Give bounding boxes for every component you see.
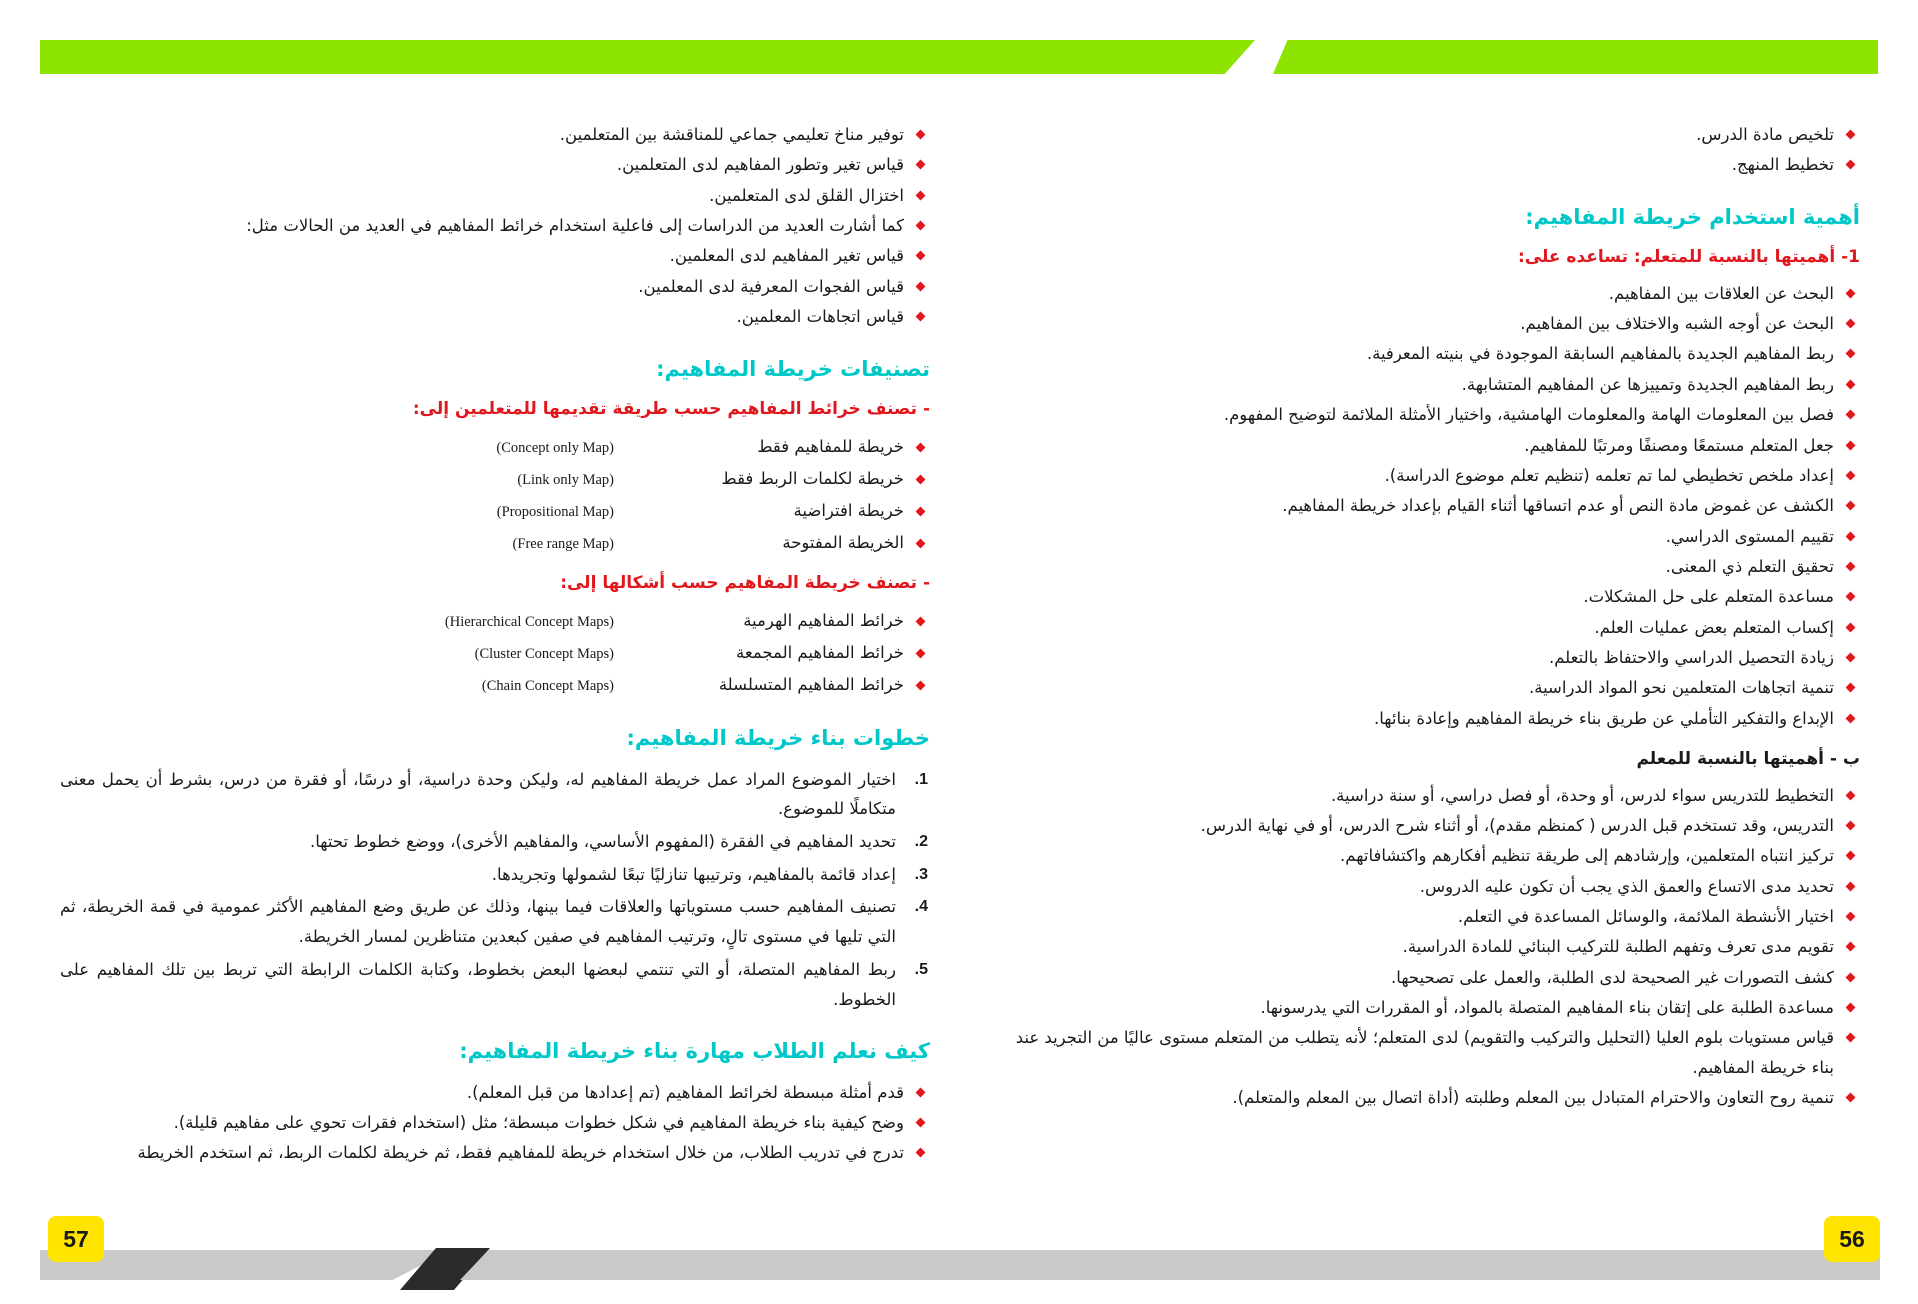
list-item: إعداد ملخص تخطيطي لما تم تعلمه (تنظيم تعلم موضوع الدراسة). (990, 461, 1860, 490)
presentation-classification-list (60, 431, 930, 560)
list-item: كما أشارت العديد من الدراسات إلى فاعلية استخدام خرائط المفاهيم في العديد من الحالات مثل: (60, 211, 930, 240)
subheading-by-presentation: - تصنف خرائط المفاهيم حسب طريقة تقديمها للمتعلمين إلى: (412, 399, 930, 420)
list-item (60, 605, 930, 637)
list-item: تلخيص مادة الدرس. (990, 120, 1860, 149)
list-item: زيادة التحصيل الدراسي والاحتفاظ بالتعلم. (990, 643, 1860, 672)
list-item: قياس مستويات بلوم العليا (التحليل والتركيب والتقويم) لدى المتعلم؛ لأنه يتطلب من المتعلم مستوى عاليًا من التجريد عند بناء خريطة المفاهيم. (990, 1023, 1860, 1082)
list-item: الإبداع والتفكير التأملي عن طريق بناء خريطة المفاهيم وإعادة بنائها. (990, 704, 1860, 733)
classification-label-en: (Link only Map) (517, 471, 614, 488)
top-bar-right-decoration (1273, 40, 1878, 74)
list-item: تركيز انتباه المتعلمين، وإرشادهم إلى طريقة تنظيم أفكارهم واكتشافاتهم. (990, 841, 1860, 870)
page-number-56: 56 (1824, 1216, 1880, 1262)
page-columns (60, 120, 1860, 1169)
list-item (60, 527, 930, 559)
classification-label-en: (Free range Map) (512, 536, 614, 553)
subheading-by-shape: - تصنف خريطة المفاهيم حسب أشكالها إلى: (560, 573, 930, 594)
classification-label-en: (Propositional Map) (496, 503, 614, 520)
classification-label-en: (Cluster Concept Maps) (474, 645, 614, 662)
list-item (60, 495, 930, 527)
page-number-57: 57 (48, 1216, 104, 1262)
section-heading-steps: خطوات بناء خريطة المفاهيم: (626, 726, 930, 751)
list-item: تحديد مدى الاتساع والعمق الذي يجب أن تكون عليه الدروس. (990, 872, 1860, 901)
classification-label-ar: خريطة افتراضية (793, 500, 904, 520)
classification-label-ar: خريطة للمفاهيم فقط (757, 436, 904, 456)
list-item: تصنيف المفاهيم حسب مستوياتها والعلاقات فيما بينها، وذلك عن طريق وضع المفاهيم الأكثر عمومية في قمة الخريطة، ثم التي تليها في مستوى تالٍ، وترتيب المفاهيم في صفين كبعدين متناظرين لمسار الخريطة. (60, 897, 896, 947)
column-page-57 (60, 120, 930, 1169)
list-item: توفير مناخ تعليمي جماعي للمناقشة بين المتعلمين. (60, 120, 930, 149)
list-item: تقويم مدى تعرف وتفهم الطلبة للتركيب البنائي للمادة الدراسية. (990, 932, 1860, 961)
list-item: اختيار الأنشطة الملائمة، والوسائل المساعدة في التعلم. (990, 902, 1860, 931)
classification-label-ar: خريطة لكلمات الربط فقط (721, 468, 904, 488)
classification-label-en: (Concept only Map) (496, 439, 614, 456)
teaching-bullets (60, 1078, 930, 1168)
section-heading-classification: تصنيفات خريطة المفاهيم: (656, 356, 930, 381)
top-bullets-left (60, 120, 930, 332)
list-item: قياس الفجوات المعرفية لدى المعلمين. (60, 272, 930, 301)
list-item (60, 637, 930, 669)
list-item: ربط المفاهيم الجديدة وتمييزها عن المفاهيم المتشابهة. (990, 370, 1860, 399)
classification-label-en: (Hierarchical Concept Maps) (444, 613, 614, 630)
list-item (60, 463, 930, 495)
list-item: البحث عن أوجه الشبه والاختلاف بين المفاهيم. (990, 309, 1860, 338)
list-item: اختيار الموضوع المراد عمل خريطة المفاهيم له، وليكن وحدة دراسية، أو درسًا، أو فقرة من درس، بشرط أن يحمل معنى متكاملًا للموضوع. (60, 769, 896, 819)
list-item: ربط المفاهيم المتصلة، أو التي تنتمي لبعضها البعض بخطوط، وكتابة الكلمات الرابطة التي تربط بين تلك المفاهيم على الخطوط. (60, 959, 896, 1009)
learner-bullets (990, 279, 1860, 733)
list-item: تنمية اتجاهات المتعلمين نحو المواد الدراسية. (990, 673, 1860, 702)
list-item: التخطيط للتدريس سواء لدرس، أو وحدة، أو فصل دراسي، أو سنة دراسية. (990, 781, 1860, 810)
list-item: فصل بين المعلومات الهامة والمعلومات الهامشية، واختيار الأمثلة الملائمة لتوضيح المفهوم. (990, 400, 1860, 429)
list-item: ربط المفاهيم الجديدة بالمفاهيم السابقة الموجودة في بنيته المعرفية. (990, 339, 1860, 368)
list-item: جعل المتعلم مستمعًا ومصنفًا ومرتبًا للمفاهيم. (990, 431, 1860, 460)
subheading-teacher: ب - أهميتها بالنسبة للمعلم (1636, 749, 1860, 770)
list-item: وضح كيفية بناء خريطة المفاهيم في شكل خطوات مبسطة؛ مثل (استخدام فقرات تحوي على مفاهيم قليلة). (60, 1108, 930, 1137)
shape-classification-list (60, 605, 930, 702)
list-item: تخطيط المنهج. (990, 150, 1860, 179)
list-item: البحث عن العلاقات بين المفاهيم. (990, 279, 1860, 308)
list-item: مساعدة المتعلم على حل المشكلات. (990, 582, 1860, 611)
top-bullets-right (990, 120, 1860, 180)
list-item: تقييم المستوى الدراسي. (990, 522, 1860, 551)
list-item (60, 431, 930, 463)
classification-label-ar: الخريطة المفتوحة (782, 533, 904, 553)
list-item: تحديد المفاهيم في الفقرة (المفهوم الأساسي، والمفاهيم الأخرى)، ووضع خطوط تحتها. (310, 832, 896, 852)
top-bar-left-decoration (40, 40, 1255, 74)
classification-label-ar: خرائط المفاهيم المجمعة (736, 642, 904, 662)
list-item: كشف التصورات غير الصحيحة لدى الطلبة، والعمل على تصحيحها. (990, 963, 1860, 992)
list-item: تنمية روح التعاون والاحترام المتبادل بين المعلم وطلبته (أداة اتصال بين المعلم والمتعلم). (990, 1083, 1860, 1112)
list-item: إعداد قائمة بالمفاهيم، وترتيبها تنازليًا تبعًا لشمولها وتجريدها. (491, 864, 896, 884)
column-page-56 (990, 120, 1860, 1169)
classification-label-ar: خرائط المفاهيم المتسلسلة (718, 675, 904, 695)
list-item: قياس تغير المفاهيم لدى المعلمين. (60, 241, 930, 270)
classification-label-en: (Chain Concept Maps) (481, 678, 614, 695)
bottom-right-decoration (460, 1250, 1880, 1280)
steps-list (60, 765, 930, 1015)
list-item: اختزال القلق لدى المتعلمين. (60, 181, 930, 210)
section-heading-teaching: كيف نعلم الطلاب مهارة بناء خريطة المفاهيم: (459, 1039, 930, 1064)
list-item: الكشف عن غموض مادة النص أو عدم اتساقها أثناء القيام بإعداد خريطة المفاهيم. (990, 491, 1860, 520)
teacher-bullets (990, 781, 1860, 1113)
classification-label-ar: خرائط المفاهيم الهرمية (743, 610, 904, 630)
list-item: تدرج في تدريب الطلاب، من خلال استخدام خريطة للمفاهيم فقط، ثم خريطة لكلمات الربط، ثم استخدم الخريطة (60, 1138, 930, 1167)
list-item: قدم أمثلة مبسطة لخرائط المفاهيم (تم إعدادها من قبل المعلم). (60, 1078, 930, 1107)
subheading-learner: 1- أهميتها بالنسبة للمتعلم: تساعده على: (1517, 247, 1860, 268)
list-item: التدريس، وقد تستخدم قبل الدرس ( كمنظم مقدم)، أو أثناء شرح الدرس، أو في نهاية الدرس. (990, 811, 1860, 840)
list-item: إكساب المتعلم بعض عمليات العلم. (990, 613, 1860, 642)
list-item: قياس اتجاهات المعلمين. (60, 302, 930, 331)
section-heading-importance: أهمية استخدام خريطة المفاهيم: (1525, 204, 1860, 229)
list-item: مساعدة الطلبة على إتقان بناء المفاهيم المتصلة بالمواد، أو المقررات التي يدرسونها. (990, 993, 1860, 1022)
list-item (60, 669, 930, 701)
list-item: تحقيق التعلم ذي المعنى. (990, 552, 1860, 581)
list-item: قياس تغير وتطور المفاهيم لدى المتعلمين. (60, 150, 930, 179)
